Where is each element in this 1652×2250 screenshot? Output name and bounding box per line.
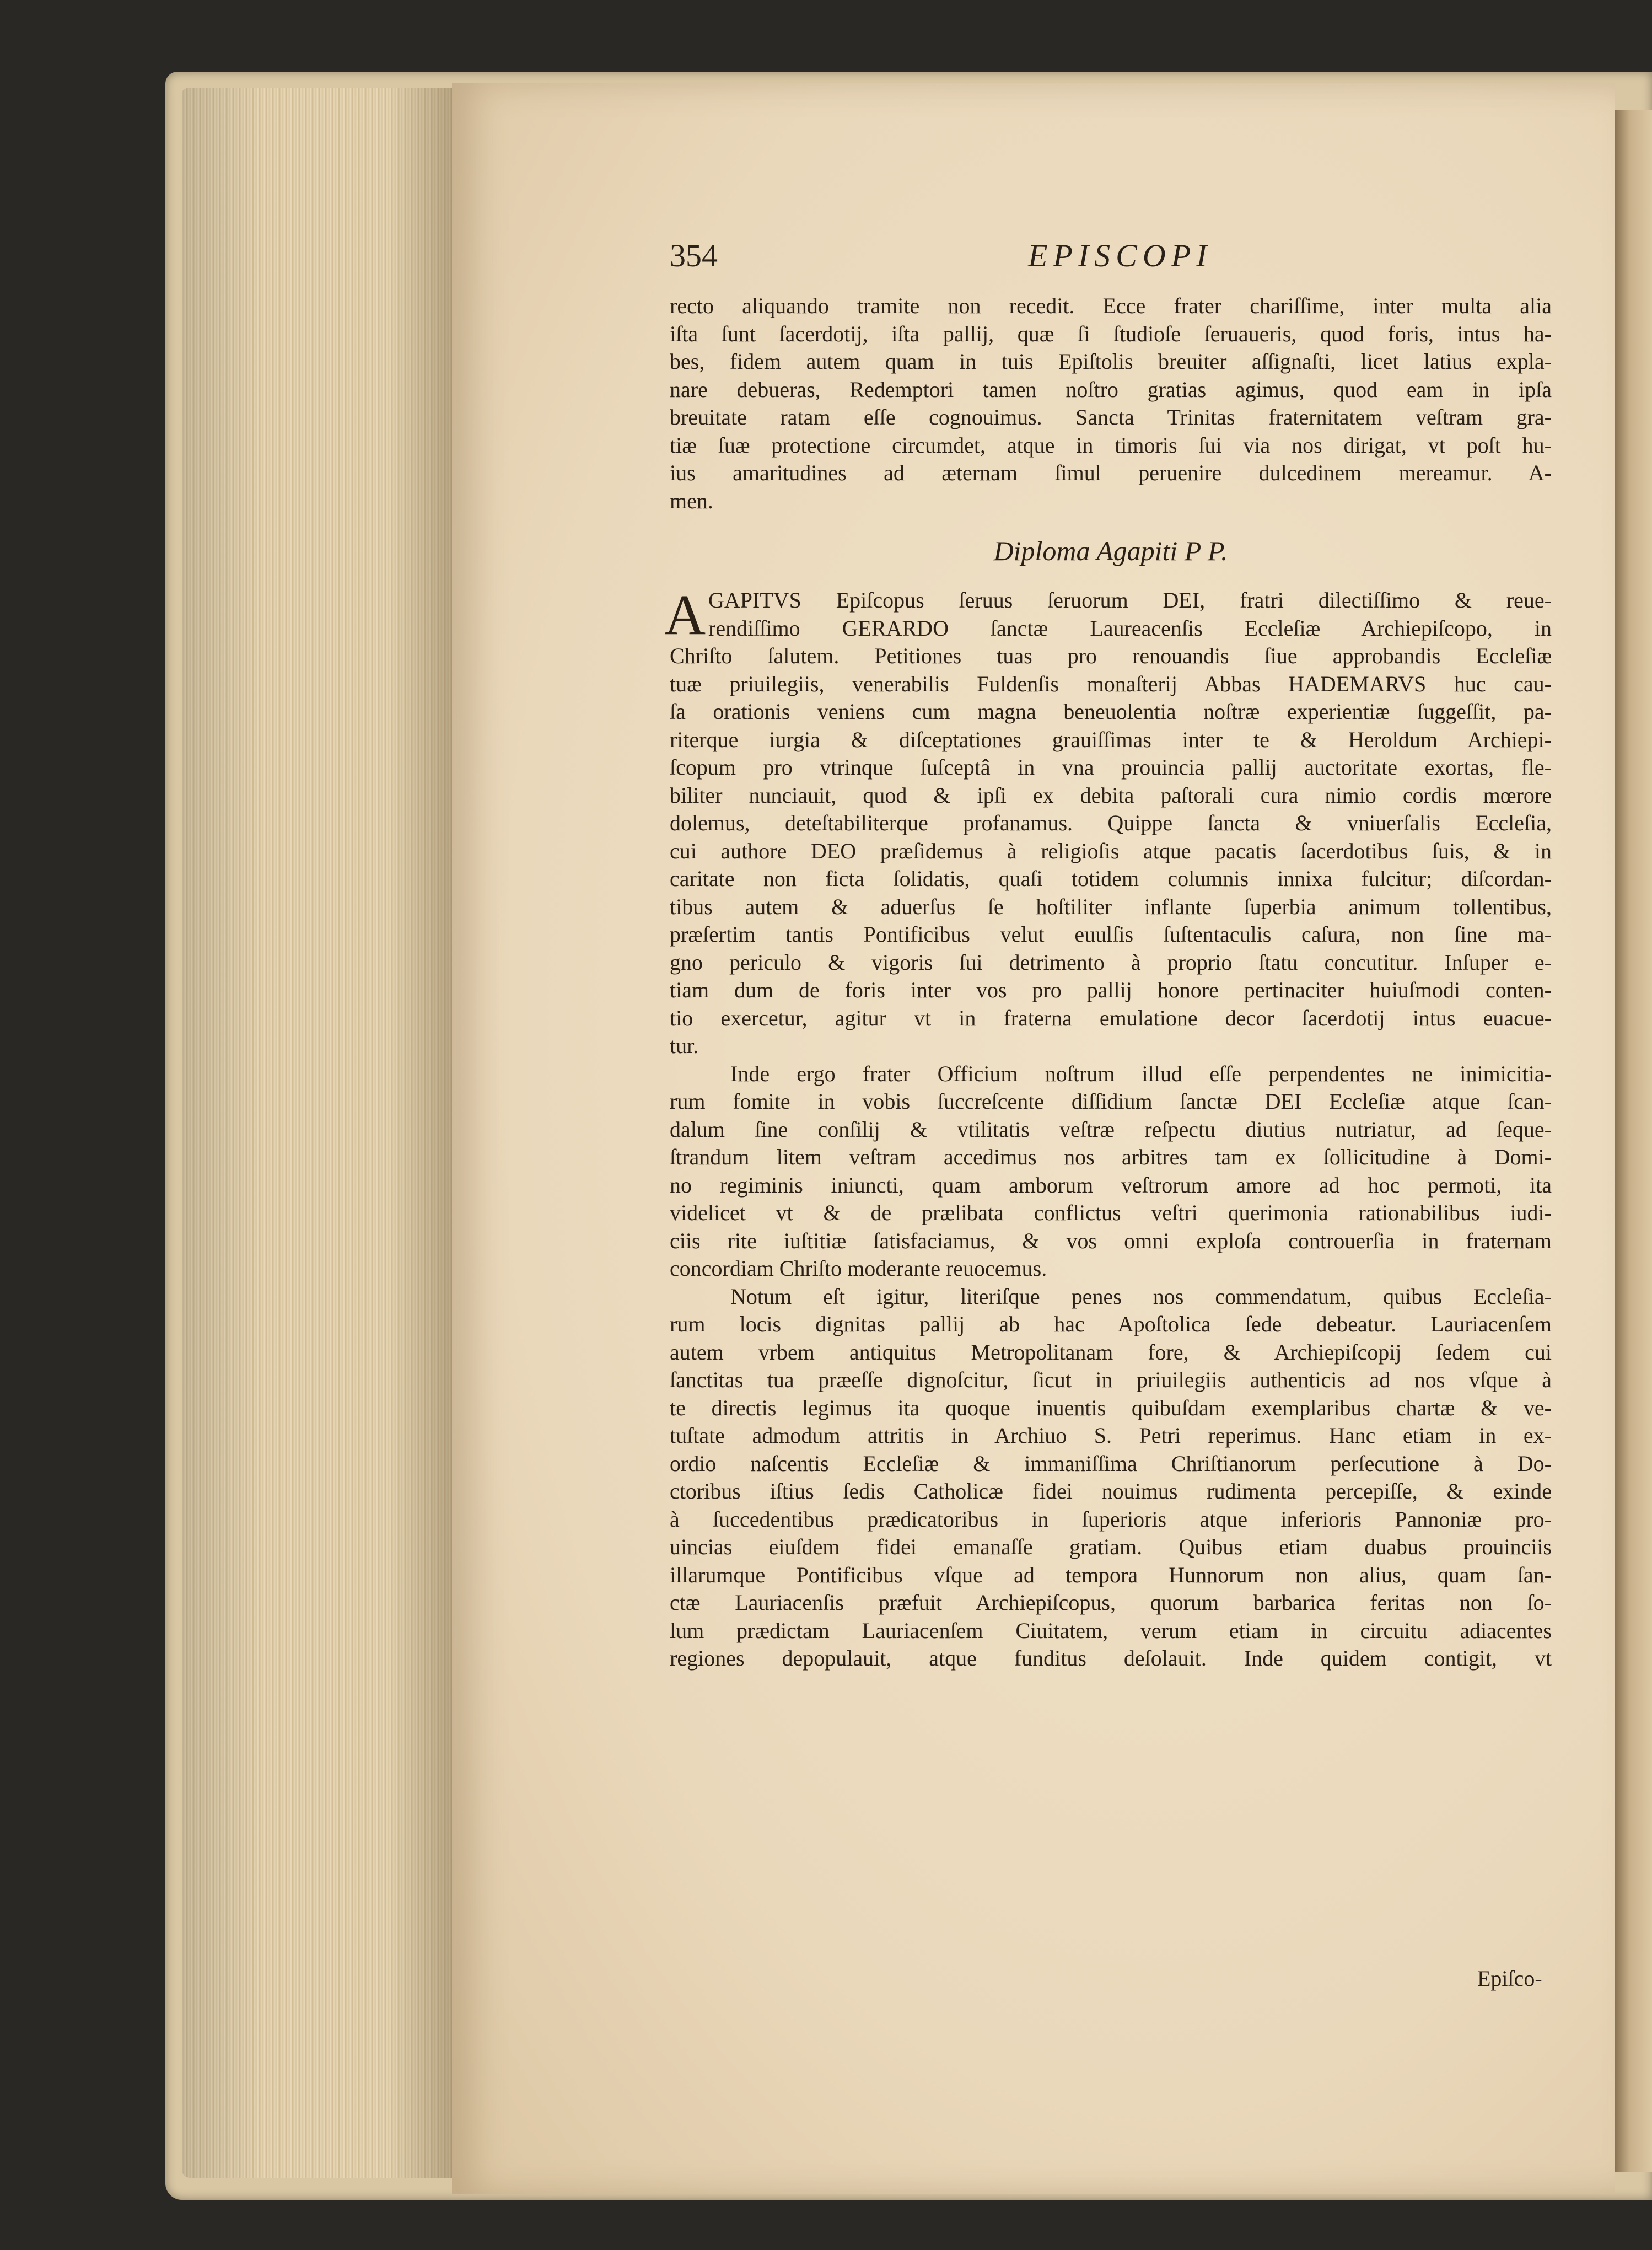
text-line: tiam dum de foris inter vos pro pallij honore pertinaciter huiuſmodi conten- [670, 978, 1552, 1002]
text-line: ſtrandum litem veſtram accedimus nos arbitres tam ex ſollicitudine à Domi- [670, 1145, 1552, 1169]
text-line: cui authore DEO præſidemus à religioſis atque pacatis ſacerdotibus ſuis, & in [670, 838, 1552, 863]
text-line: dolemus, deteſtabiliterque profanamus. Quippe ſancta & vniuerſalis Eccleſia, [670, 810, 1552, 835]
text-line: recto aliquando tramite non recedit. Ecce frater chariſſime, inter multa alia [670, 293, 1552, 318]
text-line: rum locis dignitas pallij ab hac Apoſtolica ſede debeatur. Lauriacenſem [670, 1312, 1552, 1336]
text-line: rendiſſimo GERARDO ſanctæ Laureacenſis Eccleſiæ Archiepiſcopo, in [708, 615, 1552, 641]
drop-cap-letter: A [664, 583, 706, 647]
text-line: tio exercetur, agitur vt in fraterna emulatione decor ſacerdotij intus euacue- [670, 1005, 1552, 1030]
text-line: regiones depopulauit, atque funditus deſolauit. Inde quidem contigit, vt [670, 1646, 1552, 1671]
running-title: EPISCOPI [1028, 238, 1213, 273]
text-line: ciis rite iuſtitiæ ſatisfaciamus, & vos omni exploſa controuerſia in fraternam [670, 1228, 1552, 1253]
page-number: 354 [670, 238, 718, 273]
paragraph-3 [670, 1060, 1552, 1283]
paragraph-2 [664, 583, 1552, 1060]
text-line: iſta ſunt ſacerdotij, iſta pallij, quæ ſi ſtudioſe ſeruaueris, quod foris, intus ha- [670, 321, 1552, 346]
paragraph-1 [670, 292, 1552, 515]
text-line: men. [670, 488, 713, 513]
text-line: illarumque Pontificibus vſque ad tempora Hunnorum non alius, quam ſan- [670, 1562, 1552, 1587]
text-line: breuitate ratam eſſe cognouimus. Sancta Trinitas fraternitatem veſtram gra- [670, 405, 1552, 429]
text-line: Notum eſt igitur, literiſque penes nos commendatum, quibus Eccleſia- [730, 1284, 1552, 1309]
text-line: ctoribus iſtius ſedis Catholicæ fidei nouimus rudimenta percepiſſe, & exinde [670, 1479, 1552, 1503]
text-line: ctæ Lauriacenſis præfuit Archiepiſcopus, quorum barbarica feritas non ſo- [670, 1590, 1552, 1615]
text-line: bes, fidem autem quam in tuis Epiſtolis breuiter aſſignaſti, licet latius expla- [670, 349, 1552, 374]
text-line: à ſuccedentibus prædicatoribus in ſuperioris atque inferioris Pannoniæ pro- [670, 1506, 1552, 1532]
text-line: autem vrbem antiquitus Metropolitanam fore, & Archiepiſcopij ſedem cui [670, 1339, 1552, 1365]
main-text-block [664, 292, 1552, 1673]
running-head [670, 237, 1607, 281]
text-line: te directis legimus ita quoque inuentis quibuſdam exemplaribus chartæ & ve- [670, 1395, 1552, 1420]
text-line: tiæ ſuæ protectione circumdet, atque in timoris ſui via nos dirigat, vt poſt hu- [670, 432, 1552, 458]
text-line: lum prædictam Lauriacenſem Ciuitatem, verum etiam in circuitu adiacentes [670, 1618, 1552, 1643]
text-line: tur. [670, 1033, 699, 1058]
text-line: Chriſto ſalutem. Petitiones tuas pro renouandis ſiue approbandis Eccleſiæ [670, 643, 1552, 668]
text-line: tuæ priuilegiis, venerabilis Fuldenſis monaſterij Abbas HADEMARVS huc cau- [670, 671, 1552, 696]
text-line: ius amaritudines ad æternam ſimul peruenire dulcedinem mereamur. A- [670, 460, 1552, 485]
text-line: caritate non ficta ſolidatis, quaſi totidem columnis innixa fulcitur; diſcordan- [670, 866, 1552, 891]
text-line: rum fomite in vobis ſuccreſcente diſſidium ſanctæ DEI Eccleſiæ atque ſcan- [670, 1089, 1552, 1114]
text-line: tuſtate admodum attritis in Archiuo S. Petri reperimus. Hanc etiam in ex- [670, 1423, 1552, 1448]
text-line: ſanctitas tua præeſſe dignoſcitur, ſicut in priuilegiis authenticis ad nos vſque à [670, 1367, 1552, 1392]
facing-page-edge [1615, 110, 1652, 2172]
text-line: Inde ergo frater Officium noſtrum illud eſſe perpendentes ne inimicitia- [730, 1061, 1552, 1086]
text-line: nare debueras, Redemptori tamen noſtro gratias agimus, quod eam in ipſa [670, 377, 1552, 402]
text-line: riterque iurgia & diſceptationes grauiſſimas inter te & Heroldum Archiepi- [670, 727, 1552, 752]
text-line: concordiam Chriſto moderante reuocemus. [670, 1256, 1047, 1281]
section-heading: Diploma Agapiti P P. [993, 535, 1228, 566]
text-line: dalum ſine conſilij & vtilitatis veſtræ reſpectu diutius nutriatur, ad ſeque- [670, 1116, 1552, 1142]
text-line: ſcopum pro vtrinque ſuſceptâ in vna prouincia pallij auctoritate exortas, fle- [670, 755, 1552, 780]
text-line: ordio naſcentis Eccleſiæ & immaniſſima Chriſtianorum perſecutione à Do- [670, 1451, 1552, 1476]
text-line: no regiminis iniuncti, quam amborum veſtrorum amore ad hoc permoti, ita [670, 1172, 1552, 1198]
text-line: uincias eiuſdem fidei emanaſſe gratiam. Quibus etiam duabus prouinciis [670, 1534, 1552, 1559]
text-line: videlicet vt & de prælibata conflictus veſtri querimonia rationabilibus iudi- [670, 1200, 1552, 1225]
text-line: biliter nunciauit, quod & ipſi ex debita paſtorali cura nimio cordis mœrore [670, 782, 1552, 808]
text-line: ſa orationis veniens cum magna beneuolentia noſtræ experientiæ ſuggeſſit, pa- [670, 699, 1552, 724]
text-line: præſertim tantis Pontificibus velut euulſis ſuſtentaculis caſura, non ſine ma- [670, 922, 1552, 947]
text-line: gno periculo & vigoris ſui detrimento à proprio ſtatu concutitur. Inſuper e- [670, 949, 1552, 975]
paragraph-4 [670, 1283, 1552, 1673]
text-line: GAPITVS Epiſcopus ſeruus ſeruorum DEI, fratri dilectiſſimo & reue- [708, 588, 1552, 613]
text-line: tibus autem & aduerſus ſe hoſtiliter inflante ſuperbia animum tollentibus, [670, 894, 1552, 919]
catchword: Epiſco- [1477, 1966, 1542, 1991]
page-block-shading [182, 88, 458, 2178]
